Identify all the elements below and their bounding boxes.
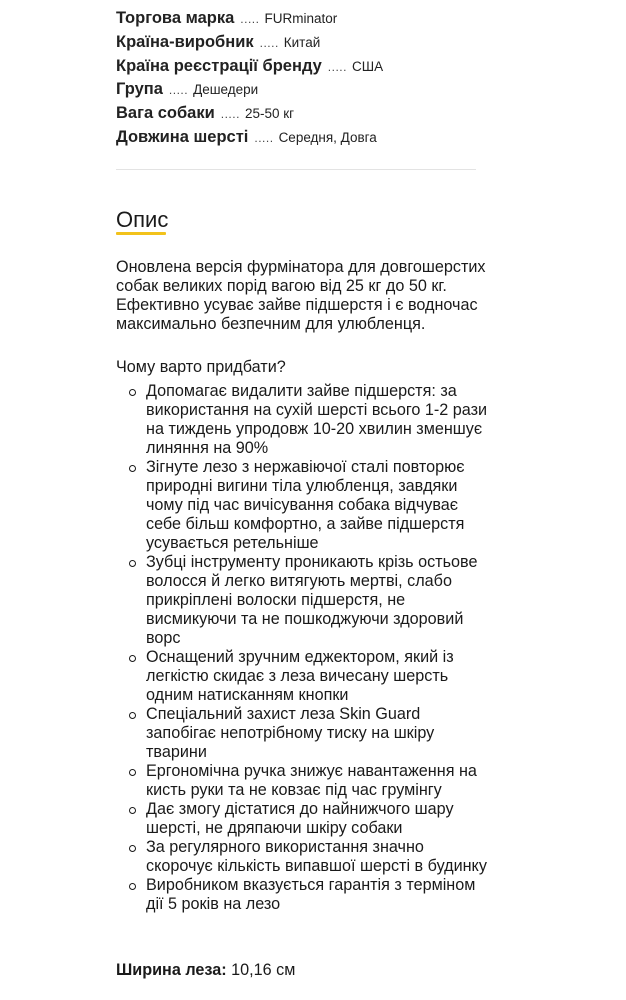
description-heading: Опис bbox=[116, 207, 169, 232]
spec-value: 25-50 кг bbox=[244, 106, 295, 122]
spec-row bbox=[116, 33, 383, 57]
benefit-text: Допомагає видалити зайве підшерстя: за використання на сухій шерсті всього 1-2 рази на тиждень упродовж 10-20 хвилин зменшує линяння на 90% bbox=[146, 382, 488, 457]
spec-value: Китай bbox=[283, 34, 321, 50]
list-item bbox=[116, 762, 488, 800]
list-item bbox=[116, 876, 488, 914]
spec-row bbox=[116, 104, 383, 128]
bullet-icon bbox=[129, 807, 136, 814]
spec-value: FURminator bbox=[264, 11, 338, 26]
spec-label: Група bbox=[116, 80, 163, 99]
list-item bbox=[116, 553, 488, 648]
spec-value: Дешедери bbox=[193, 82, 259, 98]
description-intro: Оновлена версія фурмінатора для довгошерстих собак великих порід вагою від 25 кг до 50 кг. Ефективно усуває зайве підшерстя і є водночас максимально безпечним для улюбленця. bbox=[116, 258, 486, 333]
spec-label: Країна реєстрації бренду bbox=[116, 56, 322, 75]
spec-value: США bbox=[351, 58, 384, 74]
bullet-icon bbox=[129, 845, 136, 852]
spec-row bbox=[116, 80, 383, 104]
spec-dots: ..... bbox=[259, 35, 279, 50]
blade-width-label: Ширина леза: bbox=[116, 961, 227, 979]
benefit-text: Зігнуте лезо з нержавіючої сталі повторює природні вигини тіла улюбленця, завдяки чому під час вичісування собака відчуває себе більш комфортно, а зайве підшерстя усувається ретельніше bbox=[146, 458, 465, 552]
benefits-list bbox=[116, 382, 488, 914]
benefit-text: Ергономічна ручка знижує навантаження на кисть руки та не ковзає під час грумінгу bbox=[146, 762, 477, 799]
list-item bbox=[116, 800, 488, 838]
benefit-text: Виробником вказується гарантія з терміном дії 5 років на лезо bbox=[146, 876, 476, 913]
benefit-text: Оснащений зручним еджектором, який із легкістю скидає з леза вичесану шерсть одним натисканням кнопки bbox=[146, 648, 454, 704]
blade-width-value: 10,16 см bbox=[231, 961, 296, 979]
spec-dots: ..... bbox=[327, 59, 347, 74]
spec-dots: ..... bbox=[220, 107, 240, 122]
benefit-text: Зубці інструменту проникають крізь остьове волосся й легко витягують мертві, слабо прикріплені волоски підшерстя, не висмикуючи та не пошкоджуючи здоровий ворс bbox=[146, 553, 478, 647]
bullet-icon bbox=[129, 465, 136, 472]
list-item bbox=[116, 458, 488, 553]
bullet-icon bbox=[129, 389, 136, 396]
benefit-text: За регулярного використання значно скорочує кількість випавшої шерсті в будинку bbox=[146, 838, 487, 875]
list-item bbox=[116, 382, 488, 458]
bullet-icon bbox=[129, 769, 136, 776]
spec-dots: ..... bbox=[254, 130, 274, 145]
list-item bbox=[116, 648, 488, 705]
bullet-icon bbox=[129, 560, 136, 567]
blade-width bbox=[116, 961, 295, 980]
bullet-icon bbox=[129, 655, 136, 662]
section-divider bbox=[116, 169, 476, 170]
list-item bbox=[116, 838, 488, 876]
spec-label: Довжина шерсті bbox=[116, 127, 249, 146]
bullet-icon bbox=[129, 712, 136, 719]
why-buy-title: Чому варто придбати? bbox=[116, 358, 286, 376]
spec-label: Вага собаки bbox=[116, 104, 215, 123]
spec-row bbox=[116, 128, 383, 152]
spec-dots: ..... bbox=[168, 83, 189, 98]
bullet-icon bbox=[129, 883, 136, 890]
spec-row bbox=[116, 9, 383, 33]
spec-label: Країна-виробник bbox=[116, 32, 254, 51]
spec-label: Торгова марка bbox=[116, 9, 235, 27]
spec-row bbox=[116, 57, 383, 81]
benefit-text: Дає змогу дістатися до найнижчого шару шерсті, не дряпаючи шкіру собаки bbox=[146, 800, 454, 837]
heading-underline bbox=[116, 232, 166, 235]
spec-value: Середня, Довга bbox=[278, 129, 377, 145]
list-item bbox=[116, 705, 488, 762]
spec-dots: ..... bbox=[240, 12, 260, 26]
specs-list bbox=[116, 9, 383, 152]
benefit-text: Спеціальний захист леза Skin Guard запобігає непотрібному тиску на шкіру тварини bbox=[146, 705, 435, 761]
